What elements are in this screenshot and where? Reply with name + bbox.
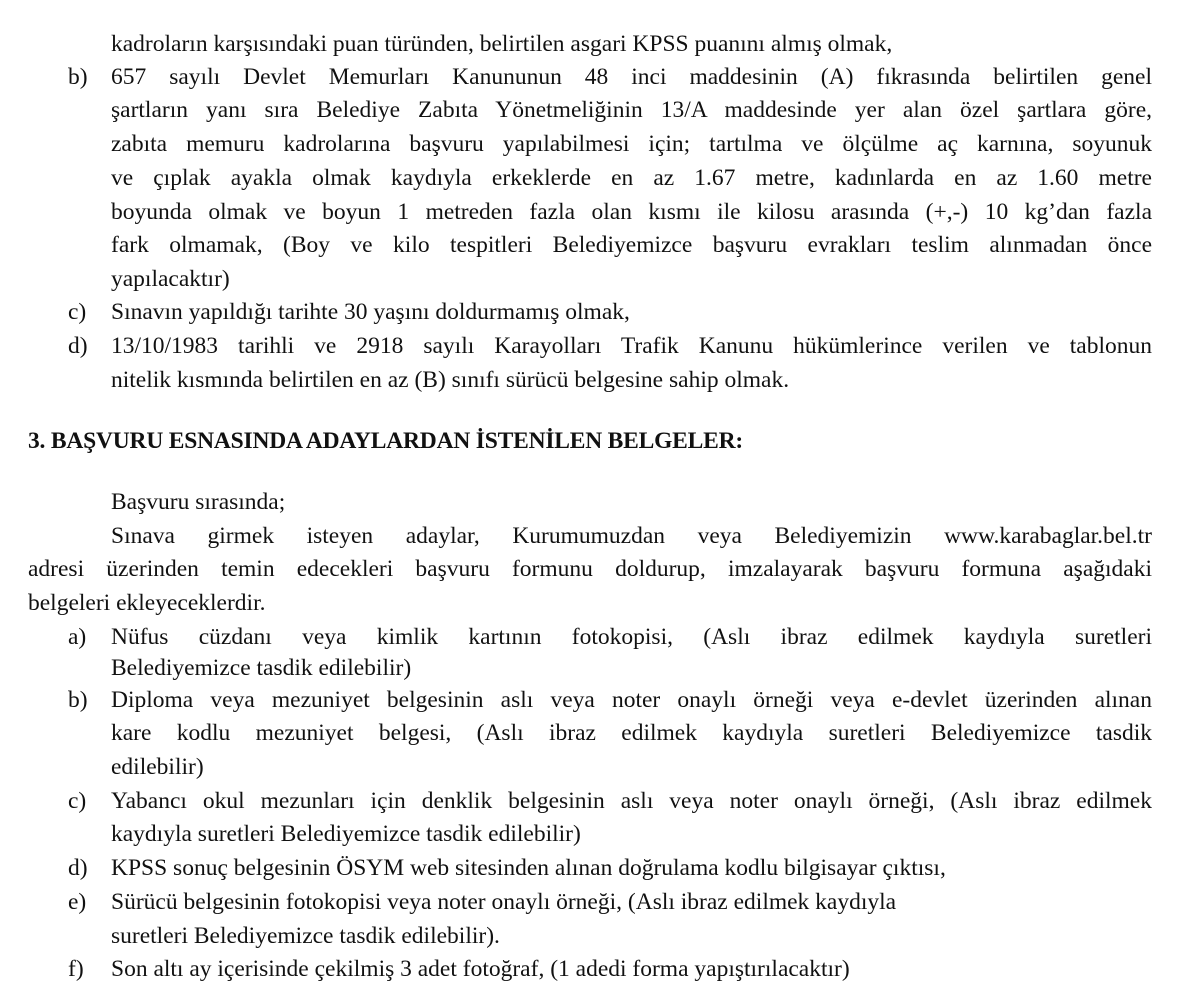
text-line: boyunda olmak ve boyun 1 metreden fazla olan kısmı ile kilosu arasında (+,-) 10 kg’dan fazla (111, 199, 1152, 225)
text-line: KPSS sonuç belgesinin ÖSYM web sitesinden alınan doğrulama kodlu bilgisayar çıktısı, (111, 855, 946, 881)
paragraph-1: Başvuru sırasında; (111, 489, 286, 515)
list-label: f) (68, 956, 84, 982)
text-line: yapılacaktır) (111, 266, 230, 292)
text-line: kaydıyla suretleri Belediyemizce tasdik edilebilir) (111, 821, 581, 847)
text-line: Sürücü belgesinin fotokopisi veya noter onaylı örneği, (Aslı ibraz edilmek kaydıyla (111, 889, 897, 915)
text-line: Nüfus cüzdanı veya kimlik kartının fotokopisi, (Aslı ibraz edilmek kaydıyla suretleri (111, 624, 1152, 650)
text-line: adresi üzerinden temin edecekleri başvuru formunu doldurup, imzalayarak başvuru formuna aşağıdaki (28, 556, 1152, 582)
text-line: Son altı ay içerisinde çekilmiş 3 adet fotoğraf, (1 adedi forma yapıştırılacaktır) (111, 956, 850, 982)
text-line: Sınavın yapıldığı tarihte 30 yaşını doldurmamış olmak, (111, 299, 630, 325)
list-label: d) (68, 333, 88, 359)
list-label: b) (68, 687, 88, 713)
text-line: Yabancı okul mezunları için denklik belgesinin aslı veya noter onaylı örneği, (Aslı ibraz edilmek (111, 788, 1152, 814)
text-line: 657 sayılı Devlet Memurları Kanununun 48 inci maddesinin (A) fıkrasında belirtilen genel (111, 64, 1152, 90)
section-heading: 3. BAŞVURU ESNASINDA ADAYLARDAN İSTENİLEN BELGELER: (28, 428, 743, 454)
text-line: ve çıplak ayakla olmak kaydıyla erkeklerde en az 1.67 metre, kadınlarda en az 1.60 metre (111, 165, 1152, 191)
text-line: Belediyemizce tasdik edilebilir) (111, 655, 412, 681)
text-line: fark olmamak, (Boy ve kilo tespitleri Belediyemizce başvuru evrakları teslim alınmadan önce (111, 232, 1152, 258)
list-label: c) (68, 299, 87, 325)
text-line: 13/10/1983 tarihli ve 2918 sayılı Karayolları Trafik Kanunu hükümlerince verilen ve tablonun (111, 333, 1152, 359)
list-label: d) (68, 855, 88, 881)
text-line: Sınava girmek isteyen adaylar, Kurumumuzdan veya Belediyemizin www.karabaglar.bel.tr (111, 523, 1152, 549)
intro-line: kadroların karşısındaki puan türünden, belirtilen asgari KPSS puanını almış olmak, (111, 31, 893, 57)
text-line: zabıta memuru kadrolarına başvuru yapılabilmesi için; tartılma ve ölçülme aç karnına, soyunuk (111, 131, 1152, 157)
list-label: b) (68, 64, 88, 90)
text-line: şartların yanı sıra Belediye Zabıta Yönetmeliğinin 13/A maddesinde yer alan özel şartlara göre, (111, 97, 1152, 123)
list-label: c) (68, 788, 87, 814)
list-label: a) (68, 624, 87, 650)
text-line: belgeleri ekleyeceklerdir. (28, 590, 266, 616)
list-label: e) (68, 889, 87, 915)
text-line: Diploma veya mezuniyet belgesinin aslı veya noter onaylı örneği veya e-devlet üzerinden alınan (111, 687, 1152, 713)
text-line: kare kodlu mezuniyet belgesi, (Aslı ibraz edilmek kaydıyla suretleri Belediyemizce tasdik (111, 720, 1152, 746)
text-line: edilebilir) (111, 754, 204, 780)
text-line: suretleri Belediyemizce tasdik edilebilir). (111, 923, 500, 949)
text-line: nitelik kısmında belirtilen en az (B) sınıfı sürücü belgesine sahip olmak. (111, 367, 790, 393)
